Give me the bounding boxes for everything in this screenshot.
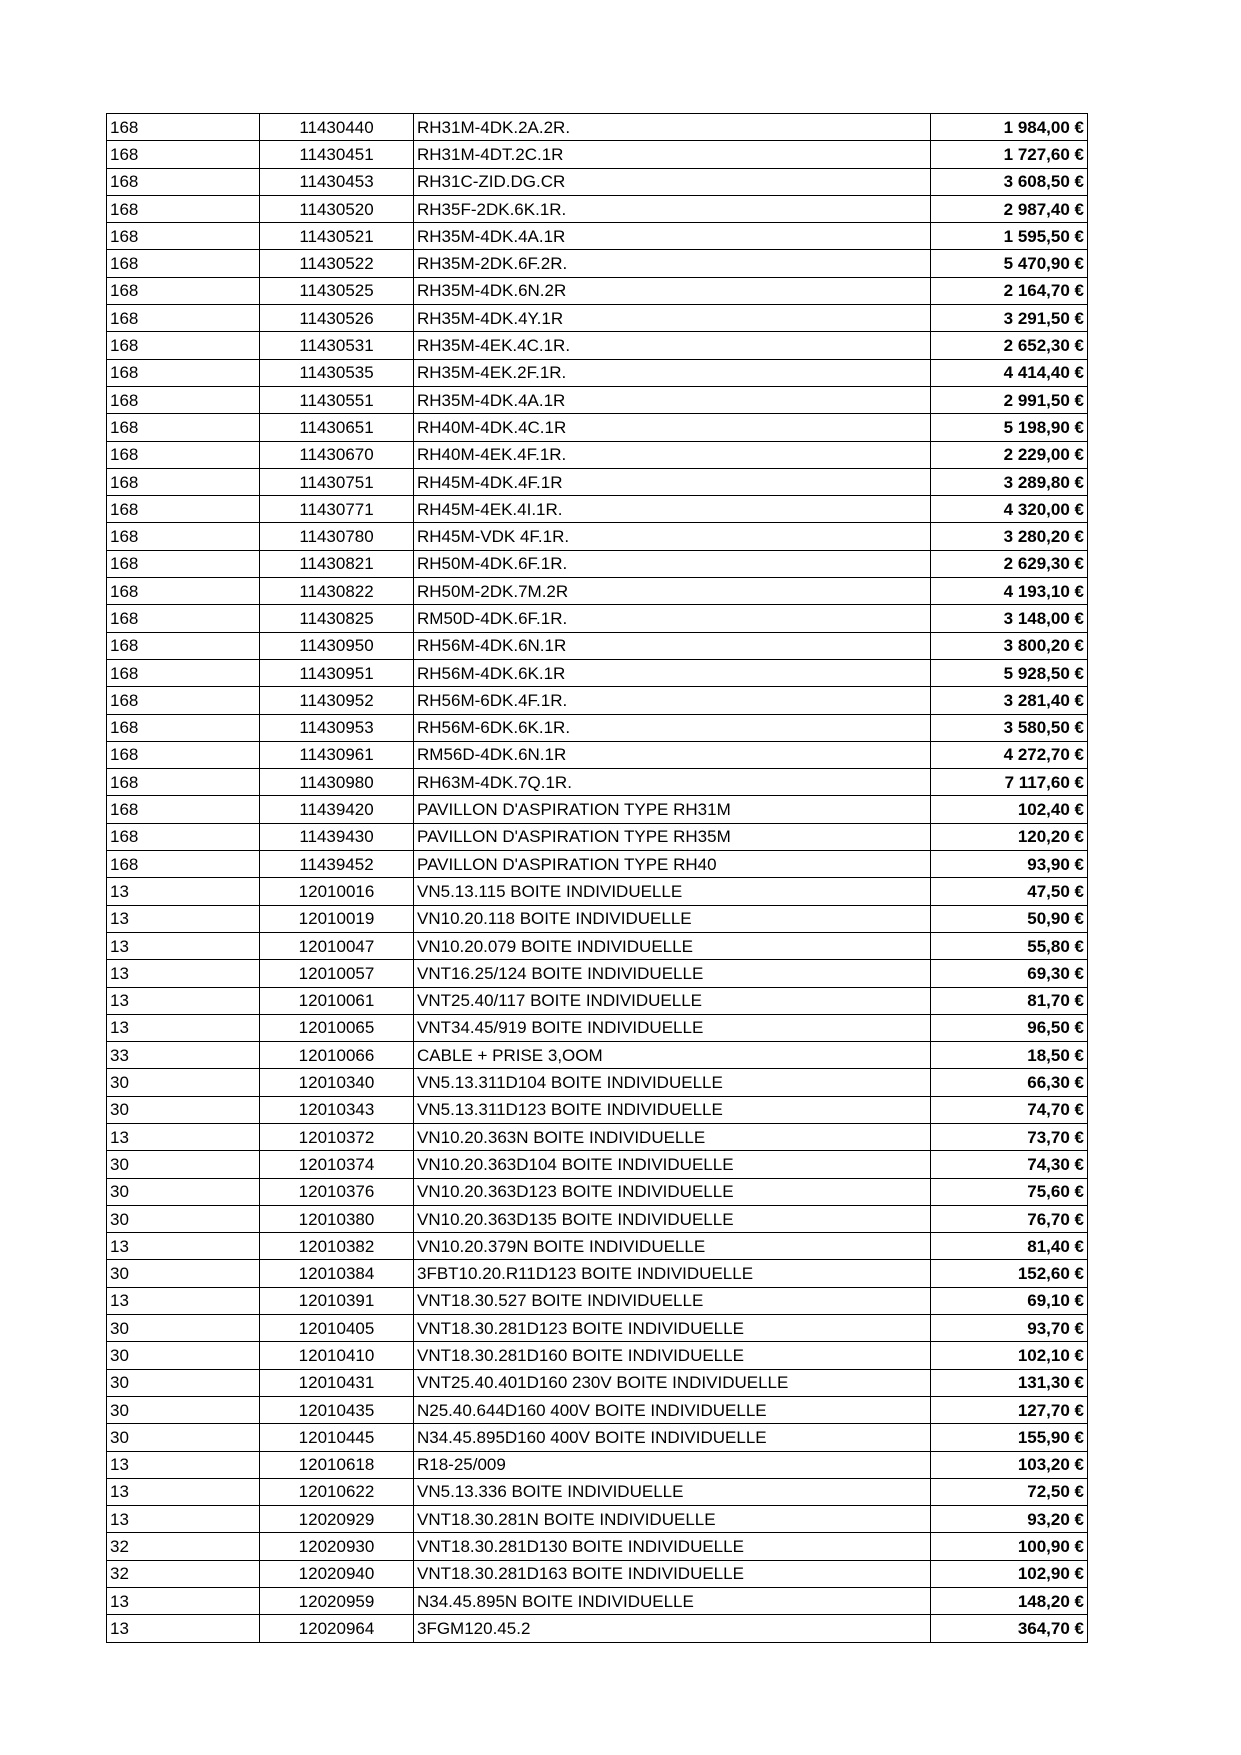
- group-cell: 13: [107, 1615, 260, 1642]
- table-row: [107, 714, 1088, 741]
- price-cell: 120,20 €: [931, 823, 1088, 850]
- table-row: [107, 441, 1088, 468]
- table-row: [107, 468, 1088, 495]
- description-cell: PAVILLON D'ASPIRATION TYPE RH31M: [414, 796, 931, 823]
- group-cell: 168: [107, 359, 260, 386]
- article-code-cell: 12010380: [260, 1205, 414, 1232]
- description-cell: VNT25.40/117 BOITE INDIVIDUELLE: [414, 987, 931, 1014]
- article-code-cell: 11430535: [260, 359, 414, 386]
- group-cell: 13: [107, 905, 260, 932]
- table-row: [107, 1342, 1088, 1369]
- group-cell: 13: [107, 960, 260, 987]
- article-code-cell: 12020940: [260, 1560, 414, 1587]
- table-row: [107, 578, 1088, 605]
- group-cell: 13: [107, 878, 260, 905]
- description-cell: RH45M-4DK.4F.1R: [414, 468, 931, 495]
- description-cell: RH35M-4DK.6N.2R: [414, 277, 931, 304]
- description-cell: RH35M-4DK.4A.1R: [414, 223, 931, 250]
- group-cell: 168: [107, 141, 260, 168]
- article-code-cell: 12020929: [260, 1506, 414, 1533]
- table-row: [107, 1315, 1088, 1342]
- price-cell: 4 414,40 €: [931, 359, 1088, 386]
- description-cell: N25.40.644D160 400V BOITE INDIVIDUELLE: [414, 1396, 931, 1423]
- description-cell: VNT18.30.281N BOITE INDIVIDUELLE: [414, 1506, 931, 1533]
- article-code-cell: 11430521: [260, 223, 414, 250]
- group-cell: 32: [107, 1560, 260, 1587]
- price-cell: 127,70 €: [931, 1396, 1088, 1423]
- article-code-cell: 11430825: [260, 605, 414, 632]
- article-code-cell: 11439420: [260, 796, 414, 823]
- article-code-cell: 11430525: [260, 277, 414, 304]
- description-cell: RH56M-4DK.6N.1R: [414, 632, 931, 659]
- table-row: [107, 632, 1088, 659]
- group-cell: 168: [107, 195, 260, 222]
- description-cell: VN10.20.363N BOITE INDIVIDUELLE: [414, 1123, 931, 1150]
- description-cell: PAVILLON D'ASPIRATION TYPE RH35M: [414, 823, 931, 850]
- description-cell: VN10.20.363D123 BOITE INDIVIDUELLE: [414, 1178, 931, 1205]
- description-cell: R18-25/009: [414, 1451, 931, 1478]
- group-cell: 13: [107, 1233, 260, 1260]
- price-cell: 5 198,90 €: [931, 414, 1088, 441]
- table-row: [107, 550, 1088, 577]
- description-cell: VN5.13.115 BOITE INDIVIDUELLE: [414, 878, 931, 905]
- article-code-cell: 11430453: [260, 168, 414, 195]
- description-cell: VNT25.40.401D160 230V BOITE INDIVIDUELLE: [414, 1369, 931, 1396]
- article-code-cell: 11430651: [260, 414, 414, 441]
- description-cell: RM56D-4DK.6N.1R: [414, 741, 931, 768]
- group-cell: 30: [107, 1069, 260, 1096]
- price-cell: 75,60 €: [931, 1178, 1088, 1205]
- price-cell: 93,90 €: [931, 851, 1088, 878]
- price-cell: 96,50 €: [931, 1014, 1088, 1041]
- table-row: [107, 523, 1088, 550]
- description-cell: RH35F-2DK.6K.1R.: [414, 195, 931, 222]
- price-cell: 55,80 €: [931, 932, 1088, 959]
- table-row: [107, 1260, 1088, 1287]
- price-cell: 47,50 €: [931, 878, 1088, 905]
- article-code-cell: 11430670: [260, 441, 414, 468]
- description-cell: VNT18.30.527 BOITE INDIVIDUELLE: [414, 1287, 931, 1314]
- article-code-cell: 11439430: [260, 823, 414, 850]
- article-code-cell: 11430520: [260, 195, 414, 222]
- group-cell: 30: [107, 1315, 260, 1342]
- group-cell: 13: [107, 1478, 260, 1505]
- description-cell: VNT34.45/919 BOITE INDIVIDUELLE: [414, 1014, 931, 1041]
- group-cell: 13: [107, 987, 260, 1014]
- article-code-cell: 11430451: [260, 141, 414, 168]
- article-code-cell: 12010057: [260, 960, 414, 987]
- group-cell: 32: [107, 1533, 260, 1560]
- table-row: [107, 332, 1088, 359]
- article-code-cell: 11430780: [260, 523, 414, 550]
- table-row: [107, 223, 1088, 250]
- group-cell: 168: [107, 687, 260, 714]
- table-row: [107, 250, 1088, 277]
- table-row: [107, 414, 1088, 441]
- description-cell: RH50M-4DK.6F.1R.: [414, 550, 931, 577]
- description-cell: RH56M-6DK.6K.1R.: [414, 714, 931, 741]
- price-cell: 81,70 €: [931, 987, 1088, 1014]
- group-cell: 30: [107, 1369, 260, 1396]
- article-code-cell: 12010382: [260, 1233, 414, 1260]
- description-cell: VN5.13.336 BOITE INDIVIDUELLE: [414, 1478, 931, 1505]
- price-cell: 3 291,50 €: [931, 305, 1088, 332]
- table-row: [107, 277, 1088, 304]
- description-cell: RH40M-4EK.4F.1R.: [414, 441, 931, 468]
- price-cell: 100,90 €: [931, 1533, 1088, 1560]
- article-code-cell: 12010340: [260, 1069, 414, 1096]
- description-cell: VNT18.30.281D123 BOITE INDIVIDUELLE: [414, 1315, 931, 1342]
- description-cell: RH40M-4DK.4C.1R: [414, 414, 931, 441]
- article-code-cell: 12020959: [260, 1588, 414, 1615]
- group-cell: 168: [107, 332, 260, 359]
- price-cell: 76,70 €: [931, 1205, 1088, 1232]
- group-cell: 168: [107, 769, 260, 796]
- table-row: [107, 195, 1088, 222]
- article-code-cell: 11430751: [260, 468, 414, 495]
- description-cell: 3FGM120.45.2: [414, 1615, 931, 1642]
- table-row: [107, 1096, 1088, 1123]
- article-code-cell: 11430821: [260, 550, 414, 577]
- price-cell: 73,70 €: [931, 1123, 1088, 1150]
- price-cell: 4 272,70 €: [931, 741, 1088, 768]
- article-code-cell: 12010343: [260, 1096, 414, 1123]
- description-cell: N34.45.895D160 400V BOITE INDIVIDUELLE: [414, 1424, 931, 1451]
- price-cell: 3 281,40 €: [931, 687, 1088, 714]
- article-code-cell: 12010410: [260, 1342, 414, 1369]
- price-cell: 7 117,60 €: [931, 769, 1088, 796]
- table-row: [107, 305, 1088, 332]
- group-cell: 168: [107, 441, 260, 468]
- group-cell: 168: [107, 305, 260, 332]
- article-code-cell: 12010065: [260, 1014, 414, 1041]
- article-code-cell: 11430961: [260, 741, 414, 768]
- group-cell: 168: [107, 114, 260, 141]
- price-cell: 66,30 €: [931, 1069, 1088, 1096]
- description-cell: VNT18.30.281D163 BOITE INDIVIDUELLE: [414, 1560, 931, 1587]
- price-cell: 74,30 €: [931, 1151, 1088, 1178]
- table-row: [107, 987, 1088, 1014]
- table-row: [107, 687, 1088, 714]
- table-row: [107, 1615, 1088, 1642]
- group-cell: 13: [107, 932, 260, 959]
- price-list-body: [107, 114, 1088, 1643]
- group-cell: 30: [107, 1096, 260, 1123]
- table-row: [107, 386, 1088, 413]
- description-cell: RH35M-2DK.6F.2R.: [414, 250, 931, 277]
- description-cell: 3FBT10.20.R11D123 BOITE INDIVIDUELLE: [414, 1260, 931, 1287]
- table-row: [107, 1451, 1088, 1478]
- table-row: [107, 1588, 1088, 1615]
- article-code-cell: 11430440: [260, 114, 414, 141]
- price-cell: 1 727,60 €: [931, 141, 1088, 168]
- description-cell: VNT18.30.281D130 BOITE INDIVIDUELLE: [414, 1533, 931, 1560]
- article-code-cell: 12010431: [260, 1369, 414, 1396]
- table-row: [107, 168, 1088, 195]
- description-cell: RH50M-2DK.7M.2R: [414, 578, 931, 605]
- group-cell: 168: [107, 659, 260, 686]
- article-code-cell: 12010618: [260, 1451, 414, 1478]
- description-cell: VN10.20.363D135 BOITE INDIVIDUELLE: [414, 1205, 931, 1232]
- group-cell: 30: [107, 1396, 260, 1423]
- price-cell: 155,90 €: [931, 1424, 1088, 1451]
- group-cell: 168: [107, 714, 260, 741]
- price-cell: 74,70 €: [931, 1096, 1088, 1123]
- group-cell: 13: [107, 1123, 260, 1150]
- description-cell: RH31C-ZID.DG.CR: [414, 168, 931, 195]
- price-cell: 103,20 €: [931, 1451, 1088, 1478]
- table-row: [107, 1042, 1088, 1069]
- group-cell: 30: [107, 1260, 260, 1287]
- price-cell: 4 320,00 €: [931, 496, 1088, 523]
- table-row: [107, 769, 1088, 796]
- price-cell: 102,10 €: [931, 1342, 1088, 1369]
- description-cell: RH35M-4DK.4Y.1R: [414, 305, 931, 332]
- description-cell: N34.45.895N BOITE INDIVIDUELLE: [414, 1588, 931, 1615]
- group-cell: 13: [107, 1287, 260, 1314]
- article-code-cell: 12020964: [260, 1615, 414, 1642]
- article-code-cell: 11430522: [260, 250, 414, 277]
- article-code-cell: 11430531: [260, 332, 414, 359]
- article-code-cell: 11430951: [260, 659, 414, 686]
- group-cell: 168: [107, 578, 260, 605]
- group-cell: 168: [107, 605, 260, 632]
- article-code-cell: 12010019: [260, 905, 414, 932]
- article-code-cell: 11430771: [260, 496, 414, 523]
- article-code-cell: 11430950: [260, 632, 414, 659]
- table-row: [107, 932, 1088, 959]
- price-cell: 2 229,00 €: [931, 441, 1088, 468]
- price-cell: 5 470,90 €: [931, 250, 1088, 277]
- price-cell: 3 608,50 €: [931, 168, 1088, 195]
- table-row: [107, 1533, 1088, 1560]
- table-row: [107, 741, 1088, 768]
- table-row: [107, 905, 1088, 932]
- group-cell: 30: [107, 1205, 260, 1232]
- table-row: [107, 605, 1088, 632]
- group-cell: 30: [107, 1342, 260, 1369]
- table-row: [107, 496, 1088, 523]
- price-cell: 3 280,20 €: [931, 523, 1088, 550]
- description-cell: RH56M-6DK.4F.1R.: [414, 687, 931, 714]
- price-cell: 2 987,40 €: [931, 195, 1088, 222]
- description-cell: VN10.20.079 BOITE INDIVIDUELLE: [414, 932, 931, 959]
- description-cell: RH35M-4EK.2F.1R.: [414, 359, 931, 386]
- group-cell: 168: [107, 796, 260, 823]
- price-cell: 69,30 €: [931, 960, 1088, 987]
- group-cell: 168: [107, 168, 260, 195]
- price-cell: 1 984,00 €: [931, 114, 1088, 141]
- group-cell: 13: [107, 1014, 260, 1041]
- group-cell: 168: [107, 468, 260, 495]
- description-cell: RH31M-4DK.2A.2R.: [414, 114, 931, 141]
- price-cell: 2 991,50 €: [931, 386, 1088, 413]
- article-code-cell: 11430953: [260, 714, 414, 741]
- price-cell: 148,20 €: [931, 1588, 1088, 1615]
- price-cell: 93,70 €: [931, 1315, 1088, 1342]
- table-row: [107, 1560, 1088, 1587]
- table-row: [107, 1396, 1088, 1423]
- price-cell: 4 193,10 €: [931, 578, 1088, 605]
- group-cell: 168: [107, 277, 260, 304]
- price-cell: 152,60 €: [931, 1260, 1088, 1287]
- article-code-cell: 12010066: [260, 1042, 414, 1069]
- description-cell: RH35M-4DK.4A.1R: [414, 386, 931, 413]
- price-cell: 3 289,80 €: [931, 468, 1088, 495]
- group-cell: 168: [107, 523, 260, 550]
- table-row: [107, 1478, 1088, 1505]
- table-row: [107, 359, 1088, 386]
- group-cell: 168: [107, 250, 260, 277]
- group-cell: 168: [107, 496, 260, 523]
- article-code-cell: 12010376: [260, 1178, 414, 1205]
- price-cell: 102,40 €: [931, 796, 1088, 823]
- description-cell: VNT18.30.281D160 BOITE INDIVIDUELLE: [414, 1342, 931, 1369]
- price-cell: 18,50 €: [931, 1042, 1088, 1069]
- article-code-cell: 12010445: [260, 1424, 414, 1451]
- description-cell: VN10.20.363D104 BOITE INDIVIDUELLE: [414, 1151, 931, 1178]
- description-cell: VN10.20.379N BOITE INDIVIDUELLE: [414, 1233, 931, 1260]
- group-cell: 168: [107, 823, 260, 850]
- article-code-cell: 11439452: [260, 851, 414, 878]
- table-row: [107, 1287, 1088, 1314]
- group-cell: 30: [107, 1424, 260, 1451]
- table-row: [107, 796, 1088, 823]
- table-row: [107, 1069, 1088, 1096]
- group-cell: 168: [107, 632, 260, 659]
- description-cell: RH35M-4EK.4C.1R.: [414, 332, 931, 359]
- article-code-cell: 12010435: [260, 1396, 414, 1423]
- article-code-cell: 12010374: [260, 1151, 414, 1178]
- article-code-cell: 12010061: [260, 987, 414, 1014]
- article-code-cell: 12010391: [260, 1287, 414, 1314]
- price-cell: 364,70 €: [931, 1615, 1088, 1642]
- description-cell: RM50D-4DK.6F.1R.: [414, 605, 931, 632]
- group-cell: 13: [107, 1588, 260, 1615]
- article-code-cell: 12010372: [260, 1123, 414, 1150]
- price-cell: 50,90 €: [931, 905, 1088, 932]
- table-row: [107, 1205, 1088, 1232]
- description-cell: RH45M-VDK 4F.1R.: [414, 523, 931, 550]
- table-row: [107, 1369, 1088, 1396]
- table-row: [107, 960, 1088, 987]
- article-code-cell: 12010405: [260, 1315, 414, 1342]
- description-cell: RH31M-4DT.2C.1R: [414, 141, 931, 168]
- description-cell: PAVILLON D'ASPIRATION TYPE RH40: [414, 851, 931, 878]
- article-code-cell: 12020930: [260, 1533, 414, 1560]
- table-row: [107, 823, 1088, 850]
- price-cell: 81,40 €: [931, 1233, 1088, 1260]
- description-cell: CABLE + PRISE 3,OOM: [414, 1042, 931, 1069]
- price-cell: 2 629,30 €: [931, 550, 1088, 577]
- article-code-cell: 11430980: [260, 769, 414, 796]
- price-cell: 2 652,30 €: [931, 332, 1088, 359]
- price-cell: 3 148,00 €: [931, 605, 1088, 632]
- article-code-cell: 12010622: [260, 1478, 414, 1505]
- description-cell: RH56M-4DK.6K.1R: [414, 659, 931, 686]
- price-list-table: [106, 113, 1088, 1643]
- description-cell: VN10.20.118 BOITE INDIVIDUELLE: [414, 905, 931, 932]
- price-cell: 5 928,50 €: [931, 659, 1088, 686]
- table-row: [107, 878, 1088, 905]
- description-cell: RH45M-4EK.4I.1R.: [414, 496, 931, 523]
- article-code-cell: 12010016: [260, 878, 414, 905]
- price-cell: 102,90 €: [931, 1560, 1088, 1587]
- table-row: [107, 114, 1088, 141]
- group-cell: 168: [107, 386, 260, 413]
- table-row: [107, 1424, 1088, 1451]
- price-cell: 69,10 €: [931, 1287, 1088, 1314]
- table-row: [107, 141, 1088, 168]
- group-cell: 168: [107, 741, 260, 768]
- price-cell: 2 164,70 €: [931, 277, 1088, 304]
- group-cell: 13: [107, 1506, 260, 1533]
- table-row: [107, 1506, 1088, 1533]
- price-cell: 1 595,50 €: [931, 223, 1088, 250]
- table-row: [107, 1151, 1088, 1178]
- table-row: [107, 1123, 1088, 1150]
- description-cell: RH63M-4DK.7Q.1R.: [414, 769, 931, 796]
- price-cell: 3 580,50 €: [931, 714, 1088, 741]
- price-cell: 131,30 €: [931, 1369, 1088, 1396]
- article-code-cell: 12010047: [260, 932, 414, 959]
- description-cell: VN5.13.311D123 BOITE INDIVIDUELLE: [414, 1096, 931, 1123]
- price-cell: 93,20 €: [931, 1506, 1088, 1533]
- group-cell: 33: [107, 1042, 260, 1069]
- article-code-cell: 11430822: [260, 578, 414, 605]
- group-cell: 13: [107, 1451, 260, 1478]
- group-cell: 168: [107, 414, 260, 441]
- group-cell: 168: [107, 223, 260, 250]
- table-row: [107, 1178, 1088, 1205]
- description-cell: VN5.13.311D104 BOITE INDIVIDUELLE: [414, 1069, 931, 1096]
- group-cell: 30: [107, 1178, 260, 1205]
- article-code-cell: 11430551: [260, 386, 414, 413]
- article-code-cell: 12010384: [260, 1260, 414, 1287]
- group-cell: 168: [107, 550, 260, 577]
- table-row: [107, 851, 1088, 878]
- article-code-cell: 11430526: [260, 305, 414, 332]
- price-cell: 3 800,20 €: [931, 632, 1088, 659]
- table-row: [107, 659, 1088, 686]
- description-cell: VNT16.25/124 BOITE INDIVIDUELLE: [414, 960, 931, 987]
- article-code-cell: 11430952: [260, 687, 414, 714]
- table-row: [107, 1233, 1088, 1260]
- group-cell: 168: [107, 851, 260, 878]
- price-cell: 72,50 €: [931, 1478, 1088, 1505]
- group-cell: 30: [107, 1151, 260, 1178]
- table-row: [107, 1014, 1088, 1041]
